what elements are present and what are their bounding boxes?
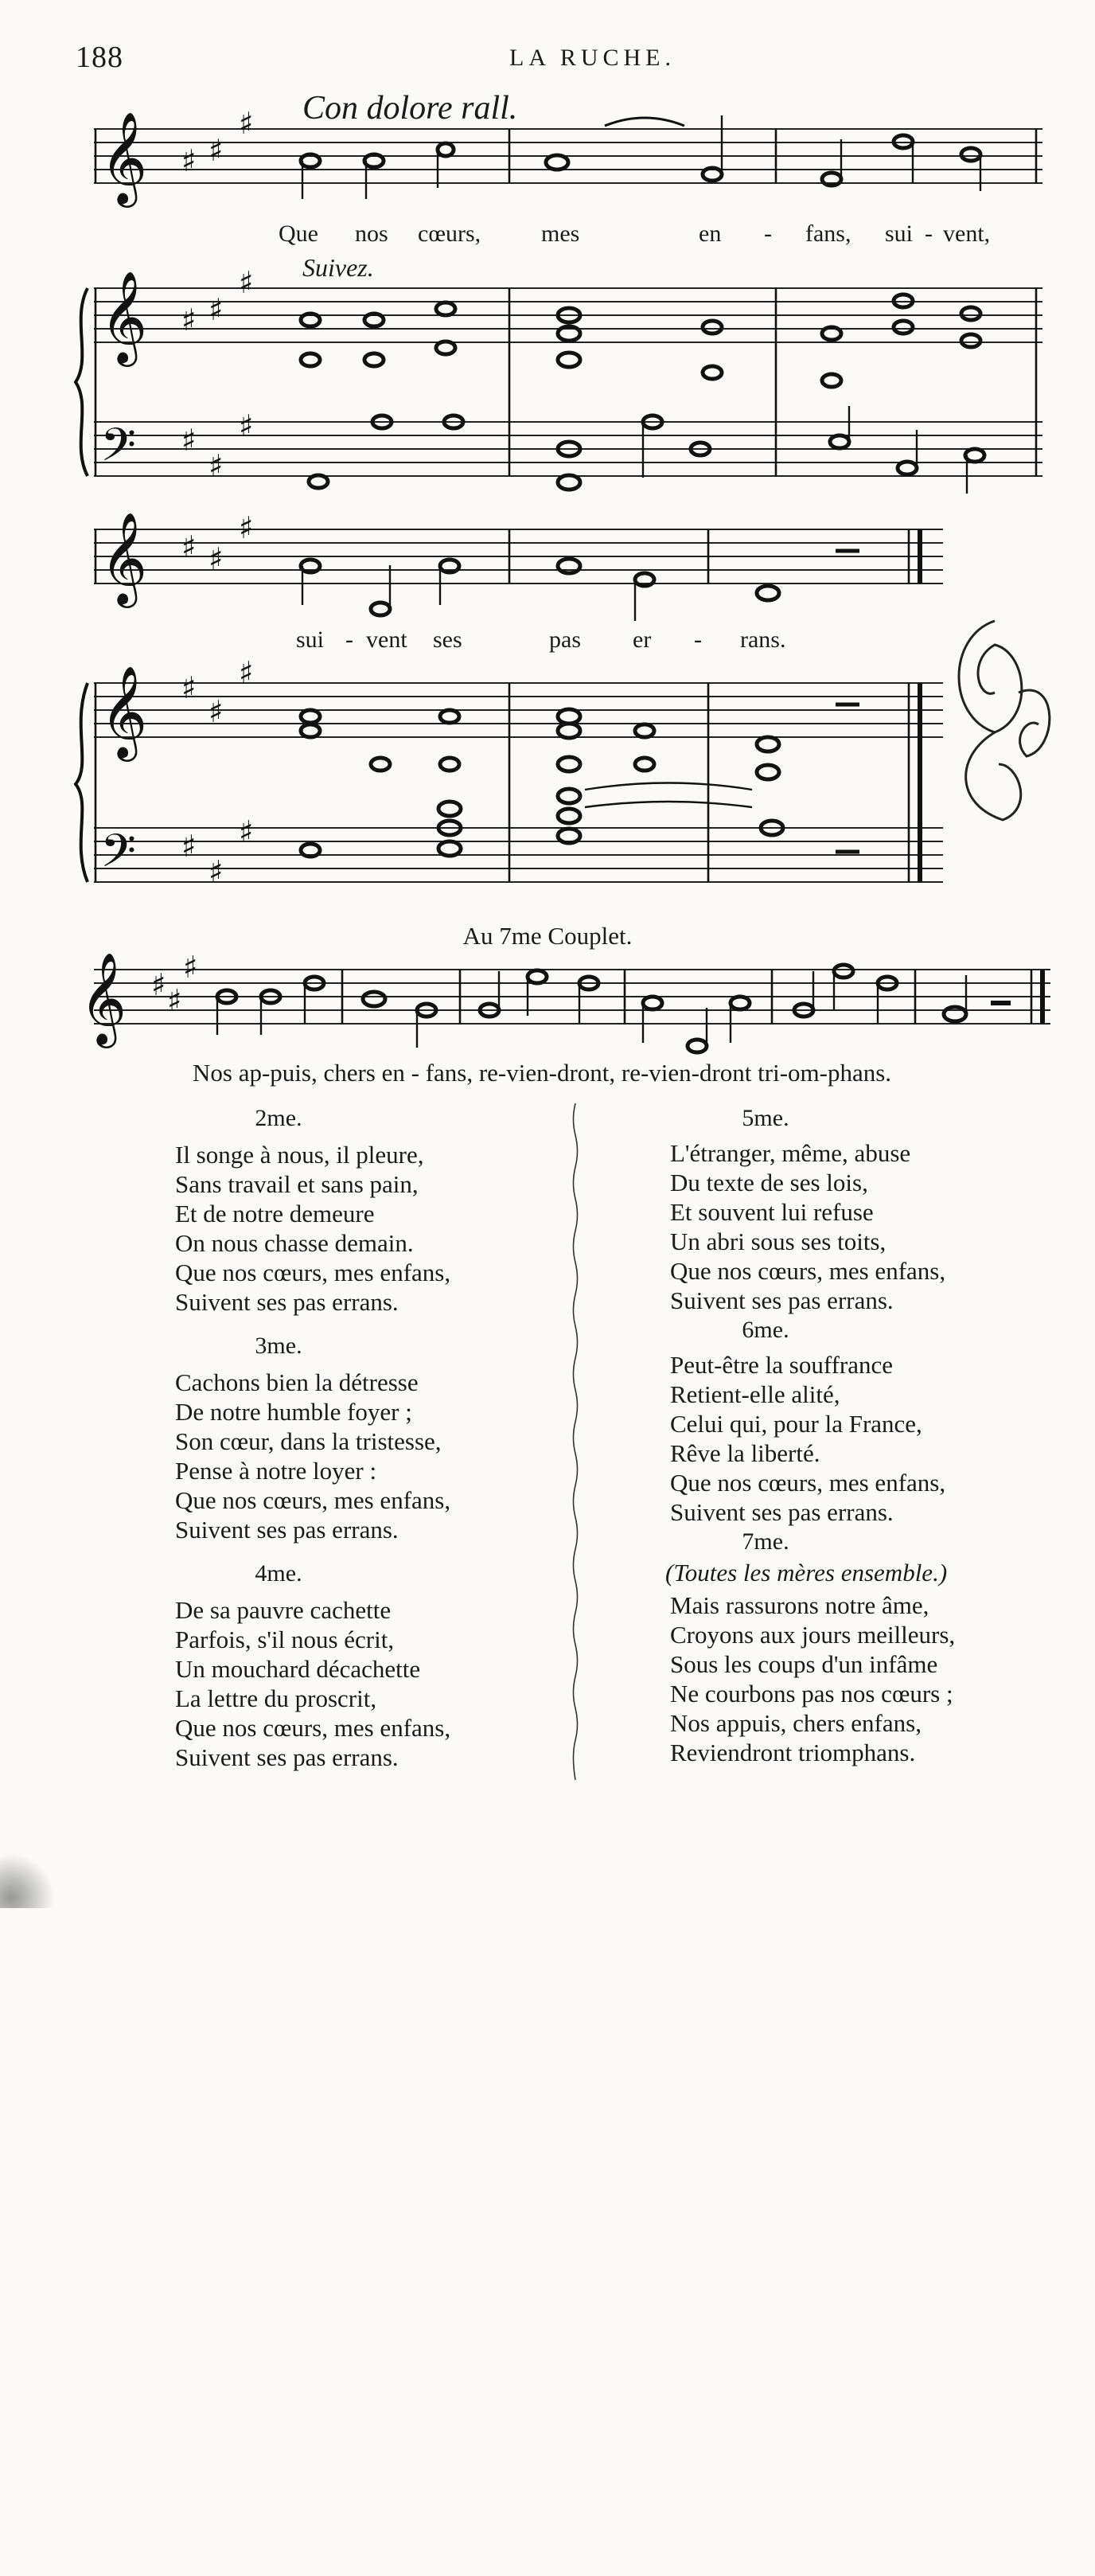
verse-line: Sous les coups d'un infâme [670, 1650, 938, 1678]
system1-lyrics [0, 221, 1095, 252]
verse-line: Peut-être la souffrance [670, 1351, 894, 1379]
lyric-syllable: vent, [943, 221, 991, 247]
sharp-icon: ♯ [239, 510, 254, 545]
bass-clef-icon: 𝄢 [100, 418, 137, 483]
verse-line: Ne courbons pas nos cœurs ; [670, 1680, 953, 1708]
verse-line: Retient-elle alité, [670, 1380, 840, 1408]
system2-lyrics [0, 626, 1095, 658]
piano-marking: Suivez. [302, 253, 374, 282]
sharp-icon: ♯ [208, 541, 224, 576]
verse-line: Sans travail et sans pain, [175, 1170, 419, 1198]
lyric-syllable: nos [355, 221, 388, 247]
verse-line: Suivent ses pas errans. [670, 1498, 894, 1526]
verse-line: Un abri sous ses toits, [670, 1228, 887, 1255]
lyric-syllable: rans. [740, 626, 786, 653]
sharp-icon: ♯ [181, 670, 197, 705]
system1-brace [76, 288, 88, 476]
verse-line: On nous chasse demain. [175, 1229, 414, 1257]
verse-block [670, 1138, 945, 1315]
print-smudge [0, 1855, 56, 1908]
sharp-icon: ♯ [208, 854, 224, 889]
verse-block [175, 1140, 450, 1317]
lyric-syllable: Que [279, 221, 318, 247]
sharp-icon: ♯ [239, 655, 254, 690]
sharp-icon: ♯ [208, 292, 224, 327]
lyric-syllable: sui [885, 221, 914, 247]
lyric-syllable: mes [541, 221, 580, 247]
sharp-icon: ♯ [208, 694, 224, 729]
sharp-icon: ♯ [239, 814, 254, 849]
lyric-syllable: - [694, 626, 702, 653]
verse-line: Que nos cœurs, mes enfans, [175, 1714, 451, 1742]
sharp-icon: ♯ [181, 143, 197, 178]
sharp-icon: ♯ [181, 302, 197, 338]
verse-line: De notre humble foyer ; [175, 1398, 412, 1426]
system1-piano-bass-staff [94, 422, 1042, 476]
verse-line: Pense à notre loyer : [175, 1457, 377, 1485]
verse-block [175, 1595, 450, 1772]
verse-heading: 2me. [255, 1105, 302, 1131]
verse-line: Croyons aux jours meilleurs, [670, 1621, 956, 1649]
verse-line: Son cœur, dans la tristesse, [175, 1427, 442, 1455]
sharp-icon: ♯ [183, 950, 198, 985]
page-number: 188 [76, 41, 123, 74]
verse-heading: 3me. [255, 1333, 302, 1359]
verse-heading: 4me. [255, 1560, 302, 1587]
lyric-syllable: ses [433, 626, 462, 653]
lyric-syllable: en [699, 221, 722, 247]
verse-line: Celui qui, pour la France, [670, 1410, 922, 1438]
system1-piano-notes [301, 295, 984, 494]
lyric-syllable: cœurs, [418, 221, 481, 247]
verse-line: Mais rassurons notre âme, [670, 1591, 929, 1619]
sharp-icon: ♯ [181, 829, 197, 864]
lyric-syllable: vent [366, 626, 407, 653]
running-title: LA RUCHE. [509, 45, 676, 71]
lyric-syllable: fans, [805, 221, 851, 247]
verse-line: Que nos cœurs, mes enfans, [175, 1486, 451, 1514]
sharp-icon: ♯ [167, 983, 182, 1018]
verse-line: La lettre du proscrit, [175, 1684, 377, 1712]
verse-line: Suivent ses pas errans. [670, 1286, 894, 1314]
sharp-icon: ♯ [239, 408, 254, 443]
sharp-icon: ♯ [239, 106, 254, 141]
lyric-syllable: - [925, 221, 933, 247]
verse-line: Du texte de ses lois, [670, 1169, 868, 1196]
lyric-syllable: pas [549, 626, 581, 653]
system3-voice-notes [217, 965, 1011, 1052]
treble-clef-icon: 𝄞 [100, 511, 148, 604]
lyric-syllable: - [764, 221, 772, 247]
system2-piano-notes [301, 704, 859, 857]
system3-lyrics: Nos ap-puis, chers en - fans, re-vien-dront, re-vien-dront tri-om-phans. [193, 1059, 892, 1087]
verse-block [175, 1368, 450, 1544]
verse-line: Parfois, s'il nous écrit, [175, 1626, 395, 1653]
verse-line: Suivent ses pas errans. [175, 1516, 399, 1544]
sharp-icon: ♯ [208, 448, 224, 483]
sharp-icon: ♯ [181, 529, 197, 564]
system2-voice-notes [301, 551, 859, 621]
verse-line: Et de notre demeure [175, 1200, 375, 1228]
verse-line: Suivent ses pas errans. [175, 1743, 399, 1771]
system2-brace [76, 683, 88, 882]
sharp-icon: ♯ [181, 423, 197, 458]
verse-block [670, 1590, 955, 1767]
verse-line: De sa pauvre cachette [175, 1596, 392, 1624]
verse-line: Que nos cœurs, mes enfans, [670, 1469, 946, 1497]
system1-voice-notes [301, 115, 980, 199]
sharp-icon: ♯ [239, 265, 254, 300]
verse-line: Cachons bien la détresse [175, 1368, 419, 1396]
verse-line: Rêve la liberté. [670, 1439, 820, 1467]
sharp-icon: ♯ [208, 133, 224, 168]
lyric-syllable: sui [296, 626, 325, 653]
lyric-syllable: - [345, 626, 353, 653]
lyric-syllable: er [633, 626, 652, 653]
verse-line: Et souvent lui refuse [670, 1198, 874, 1226]
column-divider [570, 1103, 581, 2576]
verse-direction: (Toutes les mères ensemble.) [665, 1559, 948, 1587]
couplet-title: Au 7me Couplet. [462, 922, 633, 950]
verse-line: Suivent ses pas errans. [175, 1288, 399, 1316]
verse-heading: 7me. [742, 1528, 789, 1555]
treble-clef-icon: 𝄞 [100, 665, 148, 758]
verse-line: Reviendront triomphans. [670, 1739, 916, 1766]
tempo-marking: Con dolore rall. [302, 90, 518, 127]
treble-clef-icon: 𝄞 [100, 270, 148, 363]
verse-heading: 6me. [742, 1317, 789, 1343]
treble-clef-icon: 𝄞 [80, 951, 127, 1044]
verse-line: Que nos cœurs, mes enfans, [175, 1259, 451, 1286]
verse-line: Il songe à nous, il pleure, [175, 1141, 424, 1169]
sharp-icon: ♯ [151, 967, 166, 1002]
verse-block [670, 1350, 945, 1527]
verse-line: Nos appuis, chers enfans, [670, 1709, 922, 1737]
verse-line: Un mouchard décachette [175, 1655, 421, 1683]
verse-line: Que nos cœurs, mes enfans, [670, 1257, 946, 1285]
treble-clef-icon: 𝄞 [100, 111, 148, 204]
bass-clef-icon: 𝄢 [100, 824, 137, 889]
verse-heading: 5me. [742, 1105, 789, 1131]
verse-line: L'étranger, même, abuse [670, 1139, 911, 1167]
